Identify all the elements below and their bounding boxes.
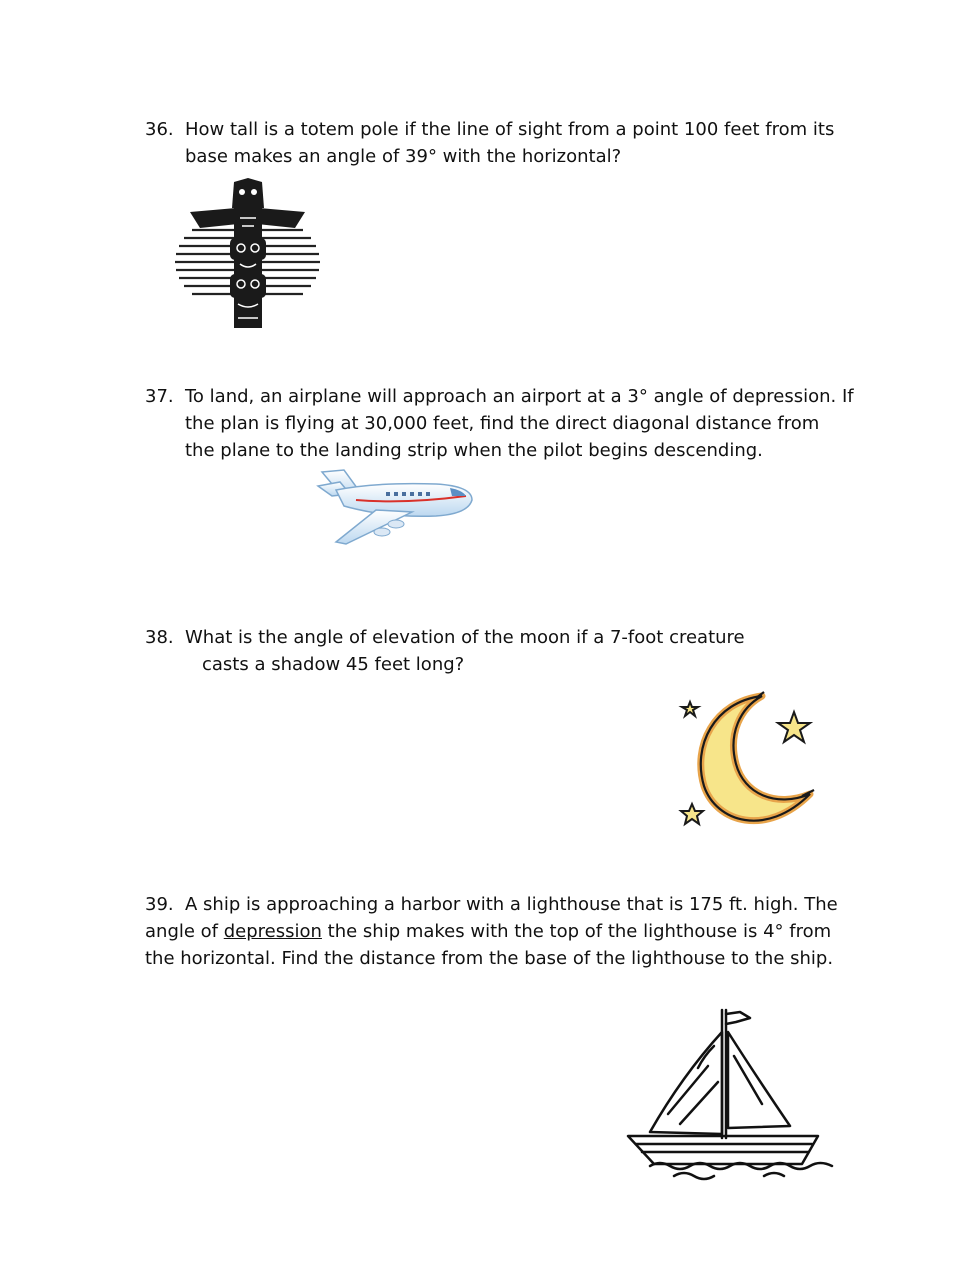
question-text-segment: angle of bbox=[145, 921, 224, 942]
question-text-line: To land, an airplane will approach an airport at a 3° angle of depression. If bbox=[185, 386, 854, 407]
question-text-line: What is the angle of elevation of the moon if a 7-foot creature bbox=[185, 627, 745, 648]
question-39 bbox=[145, 891, 838, 972]
question-text-line: the horizontal. Find the distance from the base of the lighthouse to the ship. bbox=[145, 948, 834, 969]
question-36 bbox=[145, 116, 834, 170]
question-text-line: the plan is flying at 30,000 feet, find the direct diagonal distance from bbox=[185, 413, 820, 434]
question-text-line: A ship is approaching a harbor with a lighthouse that is 175 ft. high. The bbox=[185, 894, 838, 915]
sailboat-icon bbox=[622, 1006, 838, 1186]
question-number: 37. bbox=[145, 386, 174, 407]
question-number: 36. bbox=[145, 119, 174, 140]
question-text-line: How tall is a totem pole if the line of sight from a point 100 feet from its bbox=[185, 119, 835, 140]
question-38 bbox=[145, 624, 745, 678]
question-number: 38. bbox=[145, 627, 174, 648]
airplane-icon bbox=[316, 464, 478, 548]
moon-and-stars-icon bbox=[674, 690, 820, 835]
question-text-segment: the ship makes with the top of the lighthouse is 4° from bbox=[321, 921, 832, 942]
question-37 bbox=[145, 383, 854, 464]
totem-pole-icon bbox=[170, 178, 325, 333]
underlined-word: depression bbox=[223, 921, 322, 942]
question-text-line: casts a shadow 45 feet long? bbox=[202, 654, 465, 675]
question-number: 39. bbox=[145, 894, 174, 915]
question-text-line: base makes an angle of 39° with the horizontal? bbox=[185, 146, 622, 167]
question-text-line: the plane to the landing strip when the pilot begins descending. bbox=[185, 440, 763, 461]
